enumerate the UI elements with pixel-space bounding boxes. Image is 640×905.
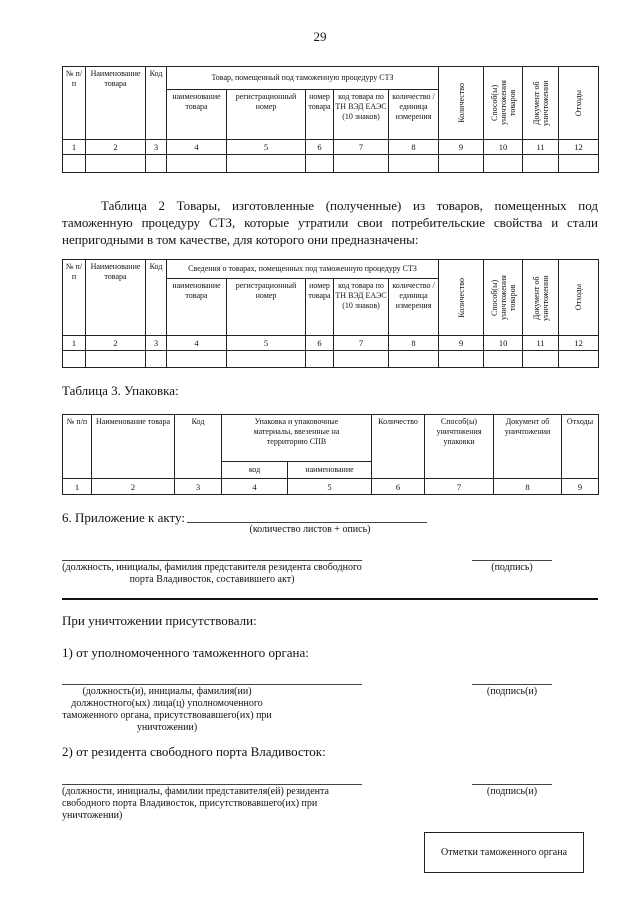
customs-signature-caption: (подпись(и): [486, 686, 538, 697]
author-signature-caption: (подпись): [491, 562, 533, 573]
subheader-hs-code: код товара по ТН ВЭД ЕАЭС (10 знаков): [334, 279, 389, 336]
appendix-field-line[interactable]: [187, 522, 427, 523]
table-row-empty: [63, 351, 599, 368]
header-doc: Документ об уничтожении: [523, 260, 559, 336]
subheader-name: наименование товара: [167, 90, 227, 140]
header-no: № п/п: [63, 415, 92, 479]
subheader-name: наименование товара: [167, 279, 227, 336]
header-name: Наименование товара: [86, 260, 146, 336]
table-row-numbers: 1 2 3 4 5 6 7 8 9 10 11 12: [63, 336, 599, 351]
table-row-numbers: 1 2 3 4 5 6 7 8 9: [63, 479, 599, 495]
present-heading: При уничтожении присутствовали:: [62, 613, 257, 628]
header-group: Упаковка и упаковочные материалы, ввезенные на территорию СПВ: [222, 415, 372, 462]
header-method: Способ(ы) уничтожения товаров: [484, 260, 523, 336]
header-waste: Отходы: [562, 415, 599, 479]
header-qty: Количество: [439, 67, 484, 140]
header-no: № п/п: [63, 260, 86, 336]
author-signature-line[interactable]: [472, 560, 552, 561]
subheader-code: код: [222, 462, 288, 479]
table-packaging: [62, 414, 599, 495]
header-qty: Количество: [439, 260, 484, 336]
subheader-name: наименование: [288, 462, 372, 479]
resident-signature-caption: (подпись(и): [486, 786, 538, 797]
subheader-reg-number: регистрационный номер: [227, 279, 306, 336]
table3-caption: Таблица 3. Упаковка:: [62, 383, 179, 398]
resident-heading: 2) от резидента свободного порта Владивосток:: [62, 744, 326, 759]
customs-caption: (должность(и), инициалы, фамилия(ии) должностного(ых) лица(ц) уполномоченного таможенного органа, присутствовавшего(их) при уничтожении): [62, 686, 272, 733]
customs-heading: 1) от уполномоченного таможенного органа:: [62, 645, 309, 660]
header-code: Код: [175, 415, 222, 479]
subheader-quantity-unit: количество / единица измерения: [389, 90, 439, 140]
header-method: Способ(ы) уничтожения товаров: [484, 67, 523, 140]
table2-caption: Таблица 2 Товары, изготовленные (полученные) из товаров, помещенных под таможенную процедуру СТЗ, которые утратили свои потребительские свойства и стали непригодными в том качестве, для которого они предназначены:: [62, 198, 598, 247]
header-group: Сведения о товарах, помещенных под таможенную процедуру СТЗ: [167, 260, 439, 279]
table-row-empty: [63, 155, 599, 173]
header-code: Код: [146, 260, 167, 336]
customs-name-line[interactable]: [62, 684, 362, 685]
subheader-item-number: номер товара: [306, 90, 334, 140]
header-waste: Отходы: [559, 67, 599, 140]
subheader-hs-code: код товара по ТН ВЭД ЕАЭС (10 знаков): [334, 90, 389, 140]
header-doc: Документ об уничтожении: [494, 415, 562, 479]
author-name-line[interactable]: [62, 560, 362, 561]
page-number: 29: [313, 29, 327, 44]
header-method: Способ(ы) уничтожения упаковки: [425, 415, 494, 479]
appendix-label: 6. Приложение к акту:: [62, 510, 185, 525]
header-code: Код: [146, 67, 167, 140]
subheader-item-number: номер товара: [306, 279, 334, 336]
table-row-numbers: 1 2 3 4 5 6 7 8 9 10 11 12: [63, 140, 599, 155]
header-no: № п/п: [63, 67, 86, 140]
author-caption: (должность, инициалы, фамилия представителя резидента свободного порта Владивосток, составившего акт): [62, 562, 362, 585]
subheader-quantity-unit: количество / единица измерения: [389, 279, 439, 336]
subheader-reg-number: регистрационный номер: [227, 90, 306, 140]
header-name: Наименование товара: [92, 415, 175, 479]
appendix-hint: (количество листов + опись): [249, 524, 371, 535]
resident-name-line[interactable]: [62, 784, 362, 785]
table-goods-destroyed: [62, 66, 599, 173]
resident-signature-line[interactable]: [472, 784, 552, 785]
header-qty: Количество: [372, 415, 425, 479]
header-name: Наименование товара: [86, 67, 146, 140]
customs-signature-line[interactable]: [472, 684, 552, 685]
header-group: Товар, помещенный под таможенную процедуру СТЗ: [167, 67, 439, 90]
customs-marks-box: Отметки таможенного органа: [424, 832, 584, 873]
section-divider: [62, 598, 598, 600]
table-derived-goods: [62, 259, 599, 368]
header-waste: Отходы: [559, 260, 599, 336]
resident-caption: (должности, инициалы, фамилии представителя(ей) резидента свободного порта Владивосток, присутствовавшего(их) при уничтожении): [62, 786, 329, 821]
header-doc: Документ об уничтожении: [523, 67, 559, 140]
